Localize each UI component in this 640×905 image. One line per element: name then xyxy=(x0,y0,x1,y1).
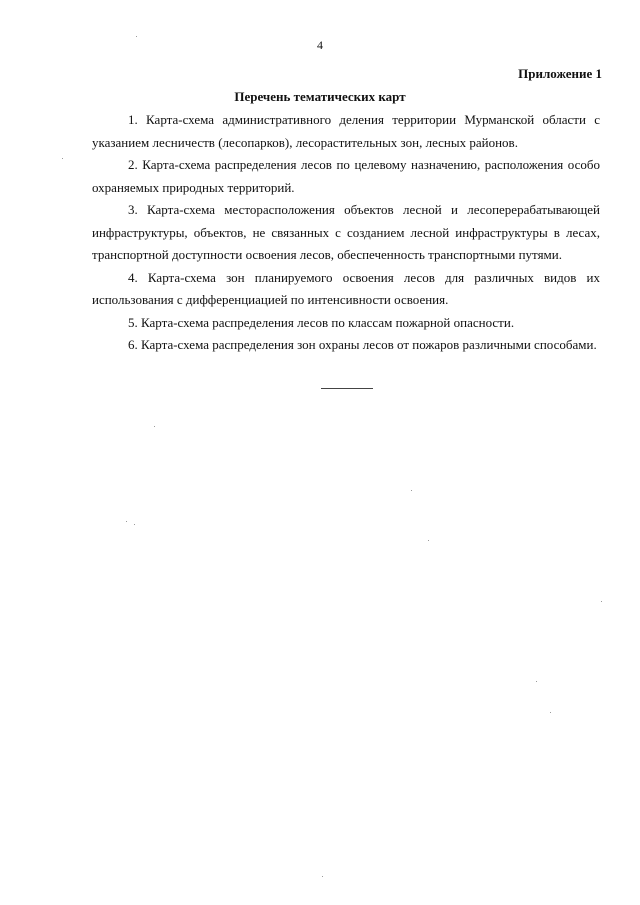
scan-speck xyxy=(154,426,155,427)
scan-speck xyxy=(62,158,63,159)
appendix-label: Приложение 1 xyxy=(518,66,602,81)
scan-speck xyxy=(601,601,602,602)
scan-speck xyxy=(136,36,137,37)
scan-speck xyxy=(428,540,429,541)
thematic-map-list xyxy=(92,109,600,357)
scan-speck xyxy=(134,524,135,525)
end-separator-line xyxy=(321,388,373,389)
page-number: 4 xyxy=(317,38,323,52)
scan-speck xyxy=(536,681,537,682)
document-title: Перечень тематических карт xyxy=(234,89,406,104)
list-item: 2. Карта-схема распределения лесов по целевому назначению, расположения особо охраняемых природных территорий. xyxy=(92,157,600,195)
list-item: 5. Карта-схема распределения лесов по классам пожарной опасности. xyxy=(128,314,515,330)
list-item: 1. Карта-схема административного деления территории Мурманской области с указанием лесничеств (лесопарков), лесорастительных зон, лесных районов. xyxy=(92,112,600,150)
scan-speck xyxy=(550,712,551,713)
list-item: 3. Карта-схема месторасположения объектов лесной и лесоперерабатывающей инфраструктуры, объектов, не связанных с созданием лесной инфраструктуры в лесах, транспортной доступности освоения лесов, обеспеченность транспортными путями. xyxy=(92,202,600,262)
list-item: 4. Карта-схема зон планируемого освоения лесов для различных видов их использования с дифференциацией по интенсивности освоения. xyxy=(92,269,600,307)
scan-speck xyxy=(322,876,323,877)
scan-speck xyxy=(126,521,127,522)
list-item: 6. Карта-схема распределения зон охраны лесов от пожаров различными способами. xyxy=(128,337,597,352)
scan-speck xyxy=(411,490,412,491)
